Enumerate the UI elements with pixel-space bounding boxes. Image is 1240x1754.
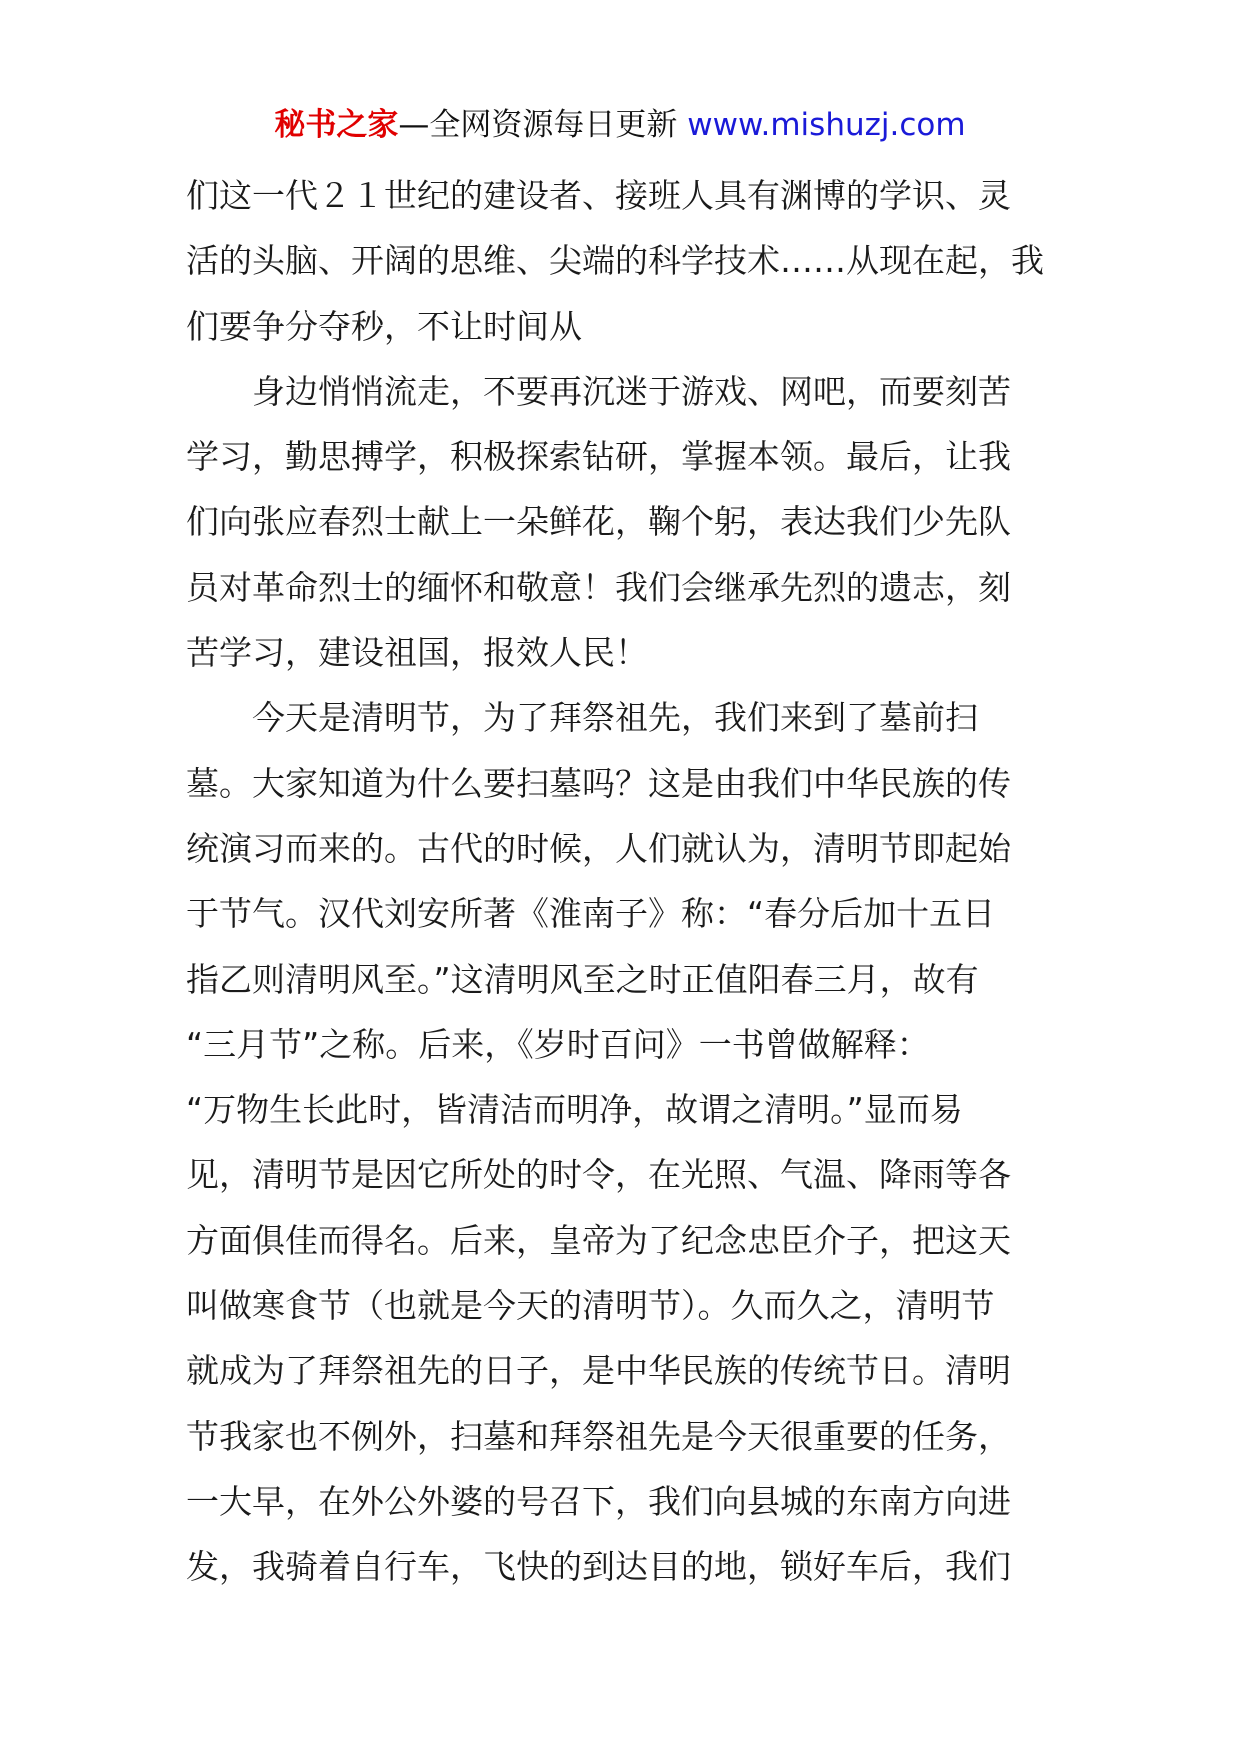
text-line: 节我家也不例外，扫墓和拜祭祖先是今天很重要的任务，: [186, 1416, 1011, 1456]
text-line: 发，我骑着自行车，飞快的到达目的地，锁好车后，我们: [186, 1547, 1011, 1587]
text-line: 方面俱佳而得名。后来，皇帝为了纪念忠臣介子，把这天: [186, 1220, 1011, 1260]
text-line: 苦学习，建设祖国，报效人民！: [186, 633, 648, 673]
text-line: 们向张应春烈士献上一朵鲜花，鞠个躬，表达我们少先队: [186, 502, 1011, 542]
header-url-link[interactable]: www.mishuzj.com: [687, 107, 966, 143]
text-line: 学习，勤思搏学，积极探索钻研，掌握本领。最后，让我: [186, 437, 1011, 477]
text-line: 活的头脑、开阔的思维、尖端的科学技术……从现在起，我: [186, 241, 1044, 281]
text-line: 叫做寒食节（也就是今天的清明节）。久而久之，清明节: [186, 1286, 995, 1326]
document-body: [186, 163, 1056, 1600]
text-line: 身边悄悄流走，不要再沉迷于游戏、网吧，而要刻苦: [186, 371, 1011, 411]
text-line: 们这一代２１世纪的建设者、接班人具有渊博的学识、灵: [186, 176, 1011, 215]
text-line: 一大早，在外公外婆的号召下，我们向县城的东南方向进: [186, 1481, 1011, 1521]
header-slogan: —全网资源每日更新: [398, 107, 688, 143]
page-header: [0, 100, 1240, 150]
text-line: 今天是清明节，为了拜祭祖先，我们来到了墓前扫: [186, 698, 978, 738]
text-line: “万物生长此时，皆清洁而明净，故谓之清明。”显而易: [186, 1090, 963, 1130]
text-line: “三月节”之称。后来，《岁时百问》一书曾做解释：: [186, 1024, 930, 1064]
text-line: 员对革命烈士的缅怀和敬意！我们会继承先烈的遗志，刻: [186, 567, 1011, 607]
text-line: 统演习而来的。古代的时候，人们就认为，清明节即起始: [186, 828, 1011, 868]
header-brand: 秘书之家: [274, 107, 399, 143]
text-line: 于节气。汉代刘安所著《淮南子》称：“春分后加十五日: [186, 894, 996, 934]
text-line: 指乙则清明风至。”这清明风至之时正值阳春三月，故有: [186, 959, 979, 999]
text-line: 墓。大家知道为什么要扫墓吗？这是由我们中华民族的传: [186, 763, 1011, 803]
text-line: 们要争分夺秒，不让时间从: [186, 306, 582, 346]
text-line: 见，清明节是因它所处的时令，在光照、气温、降雨等各: [186, 1155, 1011, 1195]
text-line: 就成为了拜祭祖先的日子，是中华民族的传统节日。清明: [186, 1351, 1011, 1391]
